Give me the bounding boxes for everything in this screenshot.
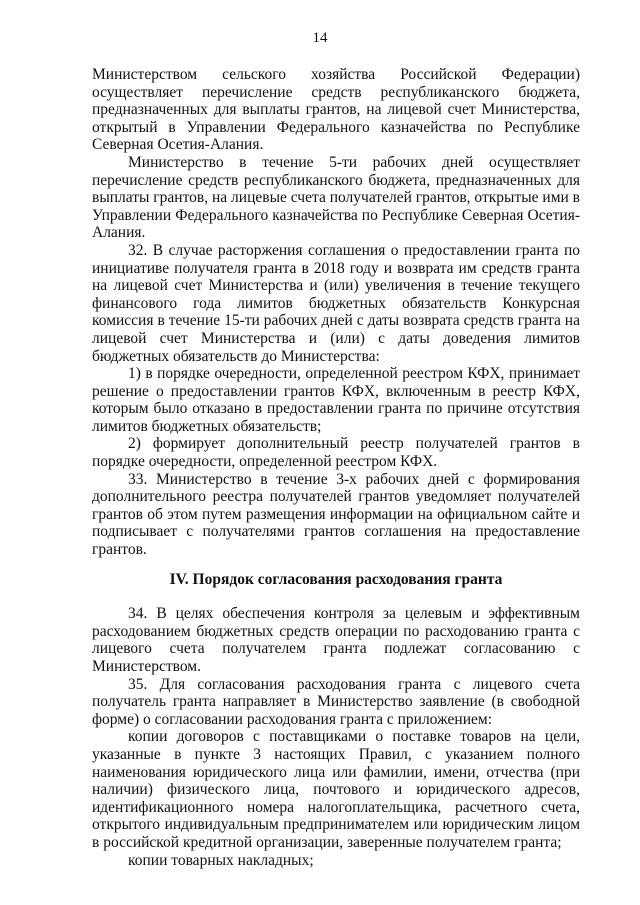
paragraph: 32. В случае расторжения соглашения о предоставлении гранта по инициативе получателя гранта в 2018 году и возврата им средств гранта на лицевой счет Министерства и (или) увеличения в течение текущего финансового года лимитов бюджетных обязательств Конкурсная комиссия в течение 15-ти рабочих дней с даты возврата средств гранта на лицевой счет Министерства и (или) с даты доведения лимитов бюджетных обязательств до Министерства: — [92, 241, 580, 365]
paragraph: копии договоров с поставщиками о поставке товаров на цели, указанные в пункте 3 настоящих Правил, с указанием полного наименования юридического лица или фамилии, имени, отчества (при наличии) физического лица, почтового и юридического адресов, идентификационного номера налогоплательщика, расчетного счета, открытого индивидуальным предпринимателем или юридическим лицом в российской кредитной организации, заверенные получателем гранта; — [92, 728, 580, 851]
document-body — [92, 66, 580, 869]
paragraph: Министерство в течение 5-ти рабочих дней осуществляет перечисление средств республиканского бюджета, предназначенных для выплаты грантов, на лицевые счета получателей грантов, открытые ими в Управлении Федерального казначейства по Республике Северная Осетия-Алания. — [92, 153, 580, 242]
paragraphs-after-heading — [92, 605, 580, 869]
paragraphs-before-heading — [92, 66, 580, 559]
paragraph: 34. В целях обеспечения контроля за целевым и эффективным расходованием бюджетных средств операции по расходованию гранта с лицевого счета получателем гранта подлежат согласованию с Министерством. — [92, 605, 580, 675]
paragraph: Министерством сельского хозяйства Российской Федерации) осуществляет перечисление средств республиканского бюджета, предназначенных для выплаты грантов, на лицевой счет Министерства, открытый в Управлении Федерального казначейства по Республике Северная Осетия-Алания. — [92, 66, 580, 154]
paragraph: 33. Министерство в течение 3-х рабочих дней с формирования дополнительного реестра получателей грантов уведомляет получателей грантов об этом путем размещения информации на официальном сайте и подписывает с получателями грантов соглашения на предоставление грантов. — [92, 470, 580, 559]
paragraph: 1) в порядке очередности, определенной реестром КФХ, принимает решение о предоставлении грантов КФХ, включенным в реестр КФХ, которым было отказано в предоставлении гранта по причине отсутствия лимитов бюджетных обязательств; — [92, 365, 580, 435]
page-number: 14 — [312, 30, 328, 46]
paragraph: копии товарных накладных; — [128, 851, 314, 869]
section-heading: IV. Порядок согласования расходования гранта — [169, 570, 503, 588]
paragraph: 35. Для согласования расходования гранта с лицевого счета получатель гранта направляет в Министерство заявление (в свободной форме) о согласовании расходования гранта с приложением: — [92, 675, 580, 728]
paragraph: 2) формирует дополнительный реестр получателей грантов в порядке очередности, определенной реестром КФХ. — [92, 435, 580, 471]
